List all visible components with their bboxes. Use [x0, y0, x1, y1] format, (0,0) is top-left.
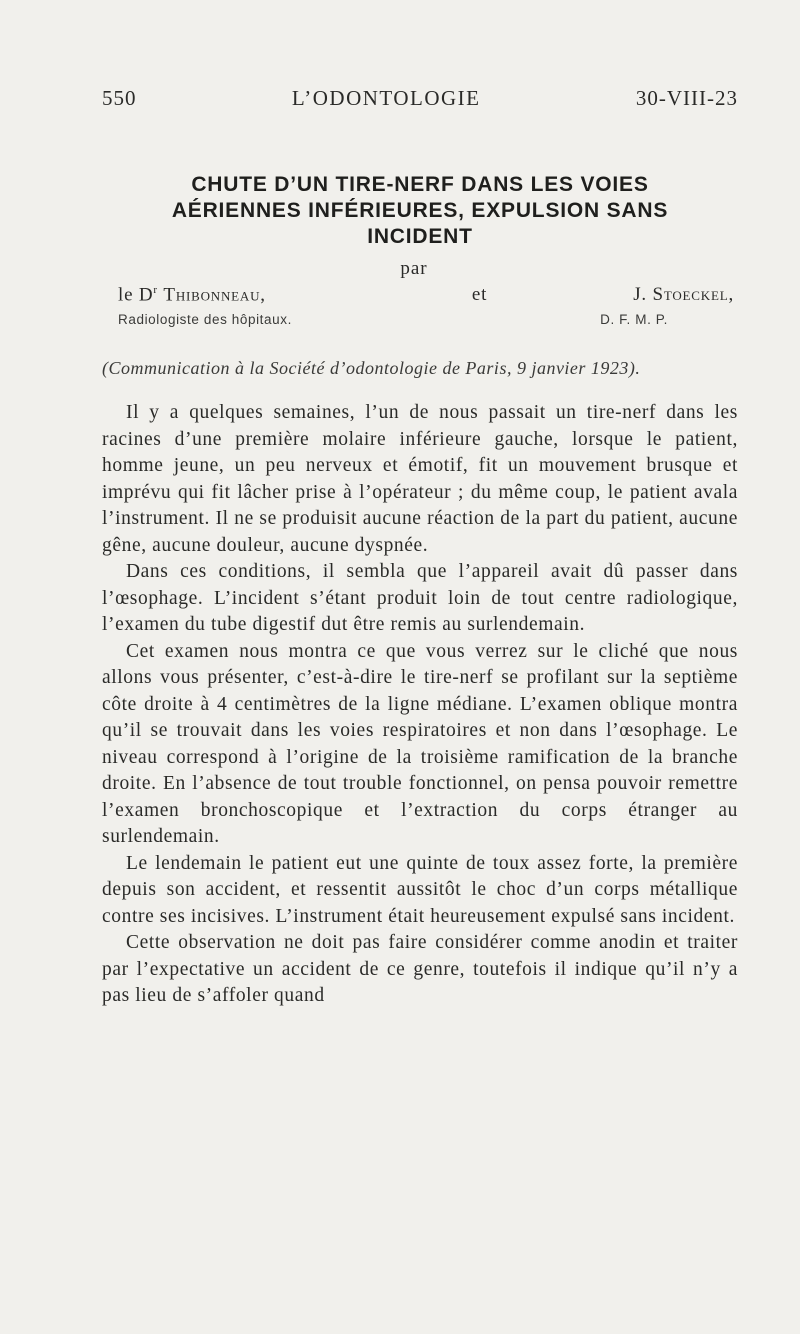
roles-row — [118, 312, 734, 340]
title-line-2: AÉRIENNES INFÉRIEURES, EXPULSION SANS — [171, 199, 669, 222]
running-header — [102, 86, 738, 111]
author-1-prefix: le D — [118, 284, 154, 306]
title-line-1: CHUTE D’UN TIRE-NERF DANS LES VOIES — [191, 173, 649, 196]
paragraph-2: Dans ces conditions, il sembla que l’appareil avait dû passer dans l’œsophage. L’incident s’étant produit loin de tout centre radiologique, l’examen du tube digestif dut être remis au surlendemain. — [102, 561, 738, 635]
author-1-prefix-sup: r — [153, 284, 158, 296]
communication-note: (Communication à la Société d’odontologie de Paris, 9 janvier 1923). — [102, 358, 641, 378]
author-2-name: J. Stoeckel, — [633, 284, 734, 306]
paragraph-4: Le lendemain le patient eut une quinte de toux assez forte, la première depuis son accident, et ressentit aussitôt le choc d’un corps métallique contre ses incisives. L’instrument était heureusement expulsé sans incident. — [102, 852, 738, 927]
article-body — [102, 400, 738, 1010]
issue-date: 30-VIII-23 — [635, 86, 738, 110]
byline-par: par — [400, 258, 428, 279]
article-title — [90, 172, 750, 250]
paragraph-5: Cette observation ne doit pas faire considérer comme anodin et traiter par l’expectative un accident de ce genre, toutefois il indique qu’il n’y a pas lieu de s’affoler quand — [102, 932, 738, 1006]
title-line-3: INCIDENT — [367, 225, 473, 248]
page-number: 550 — [102, 86, 137, 110]
author-1-name: Thibonneau, — [163, 284, 266, 306]
author-1 — [118, 284, 266, 306]
author-1-role: Radiologiste des hôpitaux. — [118, 312, 292, 327]
paragraph-3: Cet examen nous montra ce que vous verrez sur le cliché que nous allons vous présenter, c’est-à-dire le tire-nerf se profilant sur la septième côte droite à 4 centimètres de la ligne médiane. L’examen oblique montra qu’il se trouvait dans les voies respiratoires et non dans l’œsophage. Le niveau correspond à l’origine de la troisième ramification de la branche droite. En l’absence de tout trouble fonctionnel, on pensa pouvoir remettre l’examen bronchoscopique et l’extraction du corps étranger au surlendemain. — [102, 640, 738, 847]
authors-row — [118, 284, 734, 312]
paragraph-1: Il y a quelques semaines, l’un de nous passait un tire-nerf dans les racines d’une première molaire inférieure gauche, lorsque le patient, homme jeune, un peu nerveux et émotif, fit un mouvement brusque et imprévu qui fit lâcher prise à l’opérateur ; du même coup, le patient avala l’instrument. Il ne se produisit aucune réaction de la part du patient, aucune gêne, aucune douleur, aucune dyspnée. — [102, 402, 738, 556]
journal-title: L’ODONTOLOGIE — [291, 86, 481, 110]
byline-et: et — [471, 284, 488, 306]
author-2-role: D. F. M. P. — [600, 312, 668, 327]
authors-block — [118, 284, 734, 340]
